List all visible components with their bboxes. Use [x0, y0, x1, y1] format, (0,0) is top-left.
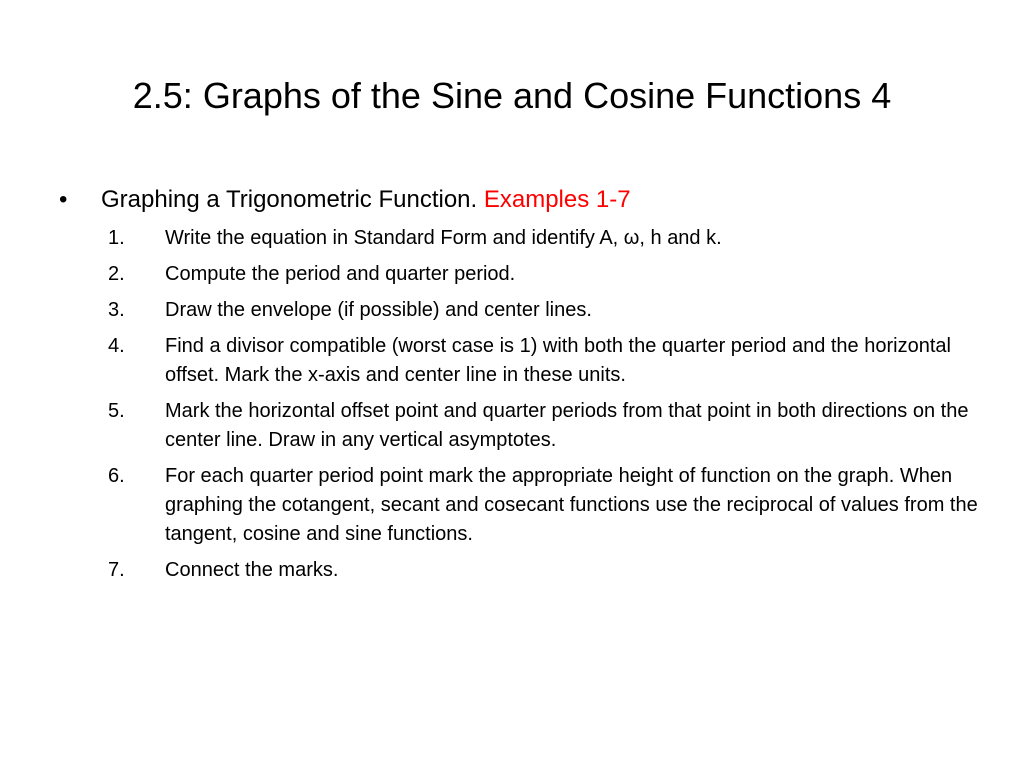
step-text: Draw the envelope (if possible) and center lines. — [165, 299, 592, 321]
step-item — [108, 332, 988, 390]
step-text: Compute the period and quarter period. — [165, 263, 516, 285]
bullet-label: Graphing a Trigonometric Function. — [101, 186, 484, 213]
step-number: 4. — [108, 335, 125, 357]
step-text: Mark the horizontal offset point and quarter periods from that point in both directions on the center line. Draw in any vertical asymptotes. — [165, 400, 969, 451]
step-number: 7. — [108, 559, 125, 581]
step-text: Write the equation in Standard Form and identify A, ω, h and k. — [165, 227, 722, 249]
step-item — [108, 296, 988, 325]
step-item — [108, 397, 988, 455]
step-number: 3. — [108, 299, 125, 321]
step-number: 1. — [108, 227, 125, 249]
step-item — [108, 260, 988, 289]
step-number: 6. — [108, 465, 125, 487]
step-item — [108, 462, 988, 549]
step-text: Find a divisor compatible (worst case is 1) with both the quarter period and the horizontal offset. Mark the x-axis and center line in these units. — [165, 335, 951, 386]
step-number: 2. — [108, 263, 125, 285]
bullet-dot: • — [59, 186, 68, 213]
slide-title: 2.5: Graphs of the Sine and Cosine Functions 4 — [132, 75, 892, 116]
bullet-text — [101, 182, 631, 218]
step-text: Connect the marks. — [165, 559, 339, 581]
steps-list — [108, 224, 988, 592]
step-number: 5. — [108, 400, 125, 422]
step-item — [108, 556, 988, 585]
step-text: For each quarter period point mark the appropriate height of function on the graph. When graphing the cotangent, secant and cosecant functions use the reciprocal of values from the tangent, cosine and sine functions. — [165, 465, 978, 545]
step-item — [108, 224, 988, 253]
examples-highlight: Examples 1-7 — [483, 186, 631, 213]
